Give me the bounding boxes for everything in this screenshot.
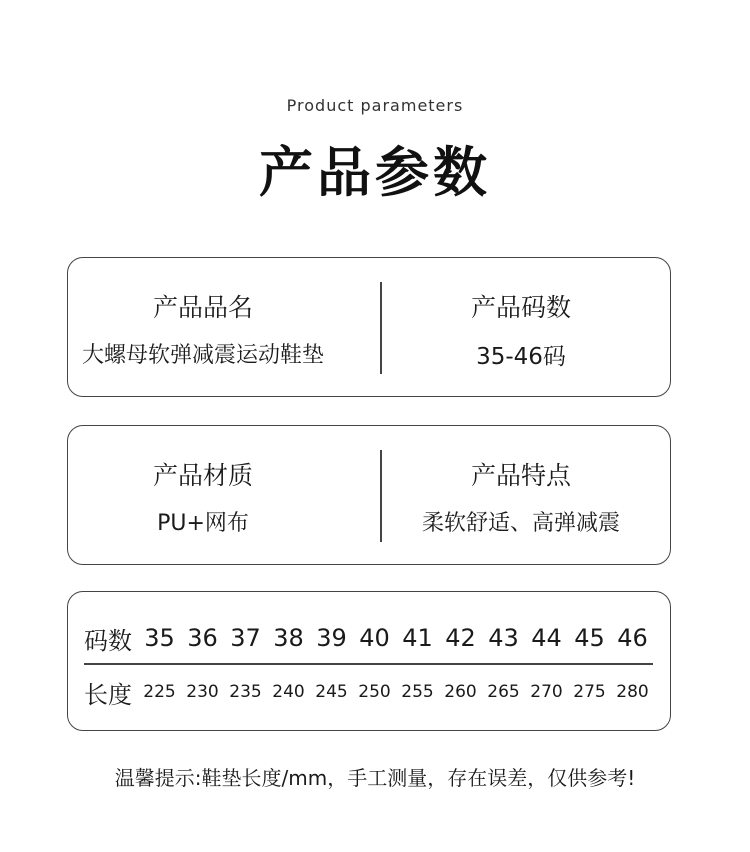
length-cell: 275 [573,682,606,702]
size-cell: 38 [273,624,304,652]
length-cell: 240 [272,682,305,702]
length-cell: 280 [616,682,649,702]
size-row [84,618,654,658]
product-name-value: 大螺母软弹减震运动鞋垫 [81,343,324,368]
feature-label: 产品特点 [470,461,571,490]
section-subtitle: Product parameters [286,96,464,115]
feature-section [370,426,672,564]
size-cell: 42 [445,624,476,652]
product-name-label: 产品品名 [152,293,253,322]
material-value: PU+网布 [157,511,249,536]
length-cell: 235 [229,682,262,702]
length-cell: 270 [530,682,563,702]
length-cell: 225 [143,682,176,702]
size-cell: 35 [144,624,175,652]
size-cell: 41 [402,624,433,652]
size-cell: 46 [617,624,648,652]
material-section [68,426,370,564]
size-cell: 43 [488,624,519,652]
size-chart-card [67,591,671,731]
length-cell: 245 [315,682,348,702]
horizontal-divider [84,663,653,665]
feature-value: 柔软舒适、高弹减震 [421,511,620,536]
size-cell: 45 [574,624,605,652]
size-cell: 39 [316,624,347,652]
product-name-section [68,258,370,396]
length-cell: 230 [186,682,219,702]
size-cell: 36 [187,624,218,652]
length-cell: 255 [401,682,434,702]
size-cells [138,624,654,652]
length-row-header: 长度 [84,680,132,709]
length-row [84,672,654,712]
product-name-size-card [67,257,671,397]
measurement-note: 温馨提示:鞋垫长度/mm，手工测量，存在误差，仅供参考! [114,766,636,790]
length-cell: 250 [358,682,391,702]
material-label: 产品材质 [152,461,253,490]
size-cell: 40 [359,624,390,652]
product-size-section [370,258,672,396]
size-cell: 44 [531,624,562,652]
page-title: 产品参数 [259,141,491,204]
material-feature-card [67,425,671,565]
length-cell: 265 [487,682,520,702]
size-row-header: 码数 [84,626,132,655]
length-cell: 260 [444,682,477,702]
length-cells [138,682,654,702]
size-cell: 37 [230,624,261,652]
product-size-value: 35-46码 [476,344,566,370]
product-size-label: 产品码数 [470,293,571,322]
